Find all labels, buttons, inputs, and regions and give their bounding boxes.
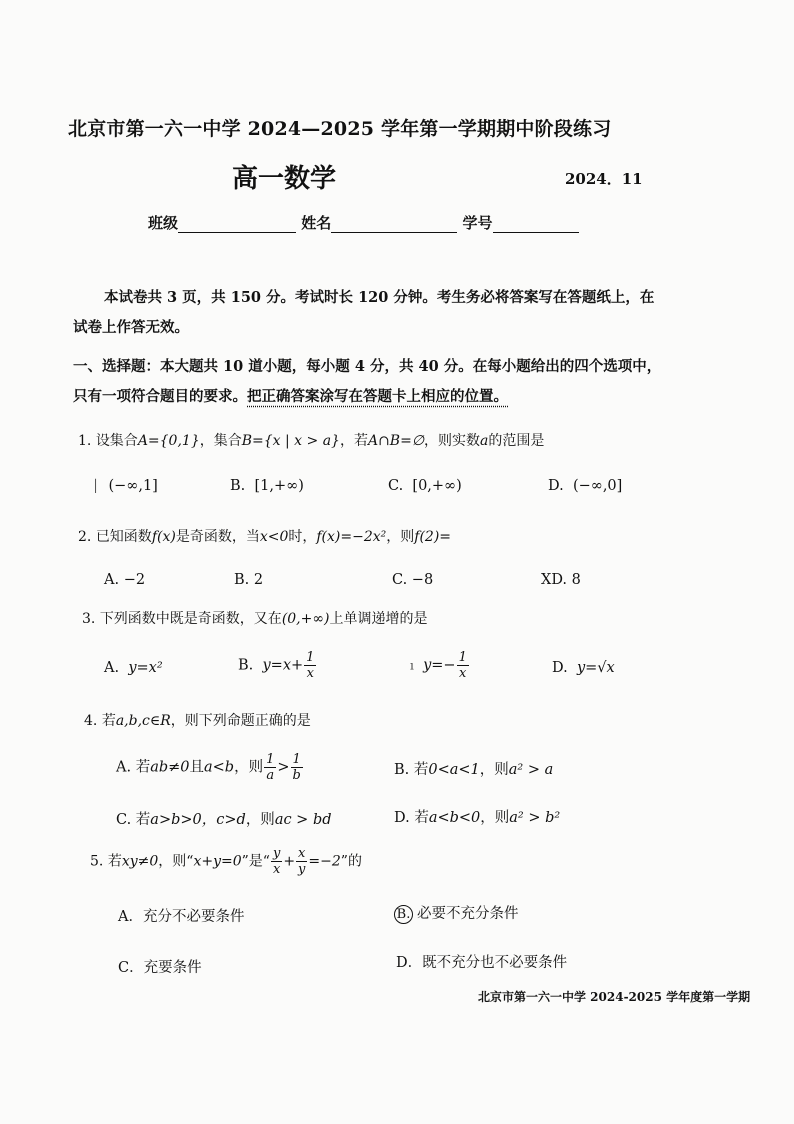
q4-option-a-c: a<b (204, 759, 235, 776)
id-blank (493, 216, 579, 233)
question-3-stem (82, 608, 428, 628)
q3-option-b (238, 650, 317, 681)
q4-option-c-label: C. (116, 812, 132, 828)
q3-option-c (410, 650, 470, 681)
q2-expression: f(x)=−2x² (316, 529, 387, 545)
q2-text-a: 已知函数 (95, 529, 152, 545)
q5-number: 5. (90, 853, 104, 870)
q5-option-b (394, 902, 519, 924)
q3-option-b-label: B. (238, 657, 254, 674)
q2-fx: f(x) (151, 529, 176, 545)
q4-option-b-label: B. (394, 762, 410, 778)
q5-frac1 (271, 846, 282, 877)
q3-option-c-mark: ı (410, 658, 414, 673)
q5-f1-num: y (272, 846, 281, 861)
q5-option-b-circled-label: B. (394, 905, 413, 924)
page-footer: 北京市第一六一中学 2024-2025 学年度第一学期 (478, 990, 751, 1004)
q5-f2-den: y (298, 862, 306, 877)
q2-option-d-label: XD. (541, 572, 568, 588)
q5-option-b-text: 必要不充分条件 (417, 906, 519, 922)
section1-line2a: 只有一项符合题目的要求。 (73, 388, 247, 405)
q1-text-e: 的范围是 (488, 433, 545, 449)
q4-text-a: 若 (101, 713, 116, 729)
q3-interval: (0,+∞) (281, 611, 330, 627)
q5-cond: xy≠0 (121, 853, 159, 870)
question-4-stem (84, 710, 311, 730)
q3-option-a (104, 660, 163, 676)
q5-text-c: ”是“ (241, 853, 270, 870)
q5-option-c: C．充要条件 (118, 960, 202, 976)
q5-p: x+y=0 (193, 853, 242, 870)
exam-date: 2024．11 (565, 170, 643, 188)
q3-option-a-text: y=x² (128, 660, 163, 676)
q1-option-c-text: [0,+∞) (412, 478, 462, 494)
q2-option-b-text: 2 (253, 572, 264, 588)
q4-option-b-cond: 0<a<1 (428, 762, 480, 778)
q2-option-d (541, 572, 581, 588)
exam-title: 北京市第一六一中学 2024—2025 学年第一学期期中阶段练习 (68, 118, 612, 140)
q4-number: 4. (84, 713, 98, 729)
q1-option-d-label: D. (548, 478, 564, 494)
q1-condition: A∩B=∅ (367, 433, 425, 449)
q4-option-d-label: D. (394, 810, 410, 826)
q4-text-b: ，则下列命题正确的是 (170, 713, 311, 729)
q5-q: =−2 (308, 853, 341, 870)
question-1-stem (78, 430, 544, 450)
question-2-stem (78, 526, 451, 546)
q2-condition: x<0 (259, 529, 289, 545)
q4-option-d-cond: a<b<0 (428, 810, 481, 826)
student-info-row (148, 212, 579, 233)
q4-option-b-text-a: 若 (413, 762, 429, 778)
q2-option-c-text: −8 (411, 572, 434, 588)
q4-option-a (116, 752, 304, 783)
q4-option-a-text-b: 且 (189, 759, 205, 776)
instructions-line1: 本试卷共 3 页，共 150 分。考试时长 120 分钟。考生务必将答案写在答题纸上，在 (104, 289, 655, 306)
q1-option-b (230, 478, 304, 494)
q3-option-d-text: y=√x (576, 660, 615, 676)
q4-option-b (394, 758, 553, 779)
section1-line2 (73, 385, 508, 406)
q2-ask: f(2)= (414, 529, 452, 545)
q1-option-a-mark: │ (92, 479, 100, 493)
q1-option-a-text: (−∞,1] (108, 478, 158, 494)
q4-option-a-f2-num: 1 (292, 752, 301, 767)
q4-option-a-label: A. (116, 759, 132, 776)
q1-option-d-text: (−∞,0] (572, 478, 623, 494)
name-blank (331, 216, 457, 233)
q1-option-d (548, 478, 622, 494)
q3-text-b: 上单调递增的是 (329, 611, 428, 627)
q1-text-d: ，则实数 (424, 433, 481, 449)
q1-set-b: B={x | x > a} (241, 433, 340, 449)
q4-option-a-f2-den: b (292, 768, 301, 783)
q1-variable: a (480, 433, 489, 449)
q3-option-c-num: 1 (458, 650, 467, 665)
q3-option-a-label: A. (104, 660, 120, 676)
q3-option-d-label: D. (552, 660, 568, 676)
q3-number: 3. (82, 611, 96, 627)
q4-option-d (394, 806, 560, 827)
q4-option-b-result: a² > a (508, 762, 554, 778)
q4-option-b-text-b: ，则 (479, 762, 509, 778)
q4-option-a-f1-num: 1 (266, 752, 275, 767)
q1-option-a (92, 478, 158, 494)
q1-option-c-label: C. (388, 478, 404, 494)
q5-frac2 (296, 846, 307, 877)
q4-option-c (116, 808, 332, 829)
q1-text-c: ，若 (339, 433, 368, 449)
q4-option-a-text-d: ，则 (234, 759, 264, 776)
q4-option-a-gt: > (277, 759, 290, 776)
class-label: 班级 (148, 214, 179, 232)
q1-text-b: ，集合 (199, 433, 242, 449)
q4-option-c-text-b: ，则 (245, 812, 275, 828)
q5-text-d: ”的 (340, 853, 362, 870)
q5-text-b: ，则“ (158, 853, 194, 870)
id-label: 学号 (462, 214, 493, 232)
q5-f1-den: x (272, 862, 281, 877)
q2-option-c (392, 572, 433, 588)
q2-text-b: 是奇函数，当 (175, 529, 260, 545)
q4-option-c-cond: a>b>0，c>d (150, 812, 246, 828)
q5-option-d: D．既不充分也不必要条件 (396, 955, 568, 971)
q3-option-c-den: x (459, 666, 467, 681)
q1-option-b-text: [1,+∞) (254, 478, 304, 494)
class-blank (178, 216, 296, 233)
q2-option-b (234, 572, 263, 588)
q1-option-c (388, 478, 462, 494)
q1-set-a: A={0,1} (137, 433, 200, 449)
question-5-stem (90, 846, 362, 877)
q1-number: 1. (78, 433, 92, 449)
q4-vars: a,b,c∈R (115, 713, 171, 729)
q1-option-b-label: B. (230, 478, 246, 494)
q4-option-a-frac1 (264, 752, 276, 783)
q4-option-d-text-b: ，则 (480, 810, 510, 826)
q3-option-c-expr: y=− (423, 657, 456, 674)
q3-option-b-expr: y=x+ (262, 657, 304, 674)
q2-option-c-label: C. (392, 572, 408, 588)
q3-option-c-frac (457, 650, 469, 681)
q2-option-a-label: A. (104, 572, 120, 588)
q3-option-d (552, 660, 615, 676)
q2-text-d: ，则 (386, 529, 415, 545)
q1-text-a: 设集合 (95, 433, 138, 449)
q5-option-a: A．充分不必要条件 (118, 909, 245, 925)
q3-option-b-frac (304, 650, 316, 681)
name-label: 姓名 (301, 214, 332, 232)
q4-option-a-frac2 (291, 752, 303, 783)
q4-option-a-cond: ab≠0 (150, 759, 190, 776)
q5-f2-num: x (298, 846, 306, 861)
q3-text-a: 下列函数中既是奇函数，又在 (99, 611, 282, 627)
q4-option-c-text-a: 若 (135, 812, 151, 828)
section1-line2b: 把正确答案涂写在答题卡上相应的位置。 (247, 388, 508, 405)
q5-plus: + (283, 853, 296, 870)
q3-option-b-den: x (306, 666, 314, 681)
q4-option-a-text-a: 若 (135, 759, 151, 776)
q2-option-a-text: −2 (123, 572, 146, 588)
q2-text-c: 时， (288, 529, 317, 545)
q5-text-a: 若 (107, 853, 122, 870)
subject-title: 高一数学 (232, 164, 337, 194)
q4-option-d-result: a² > b² (509, 810, 561, 826)
q4-option-c-result: ac > bd (274, 812, 332, 828)
q2-option-a (104, 572, 145, 588)
q2-option-b-label: B. (234, 572, 250, 588)
section1-line1: 一、选择题：本大题共 10 道小题，每小题 4 分，共 40 分。在每小题给出的四个选项中， (73, 358, 662, 375)
q4-option-d-text-a: 若 (414, 810, 429, 826)
q2-number: 2. (78, 529, 92, 545)
q3-option-b-num: 1 (306, 650, 315, 665)
q4-option-a-f1-den: a (266, 768, 275, 783)
q2-option-d-text: 8 (571, 572, 581, 588)
instructions-line2: 试卷上作答无效。 (73, 319, 189, 336)
